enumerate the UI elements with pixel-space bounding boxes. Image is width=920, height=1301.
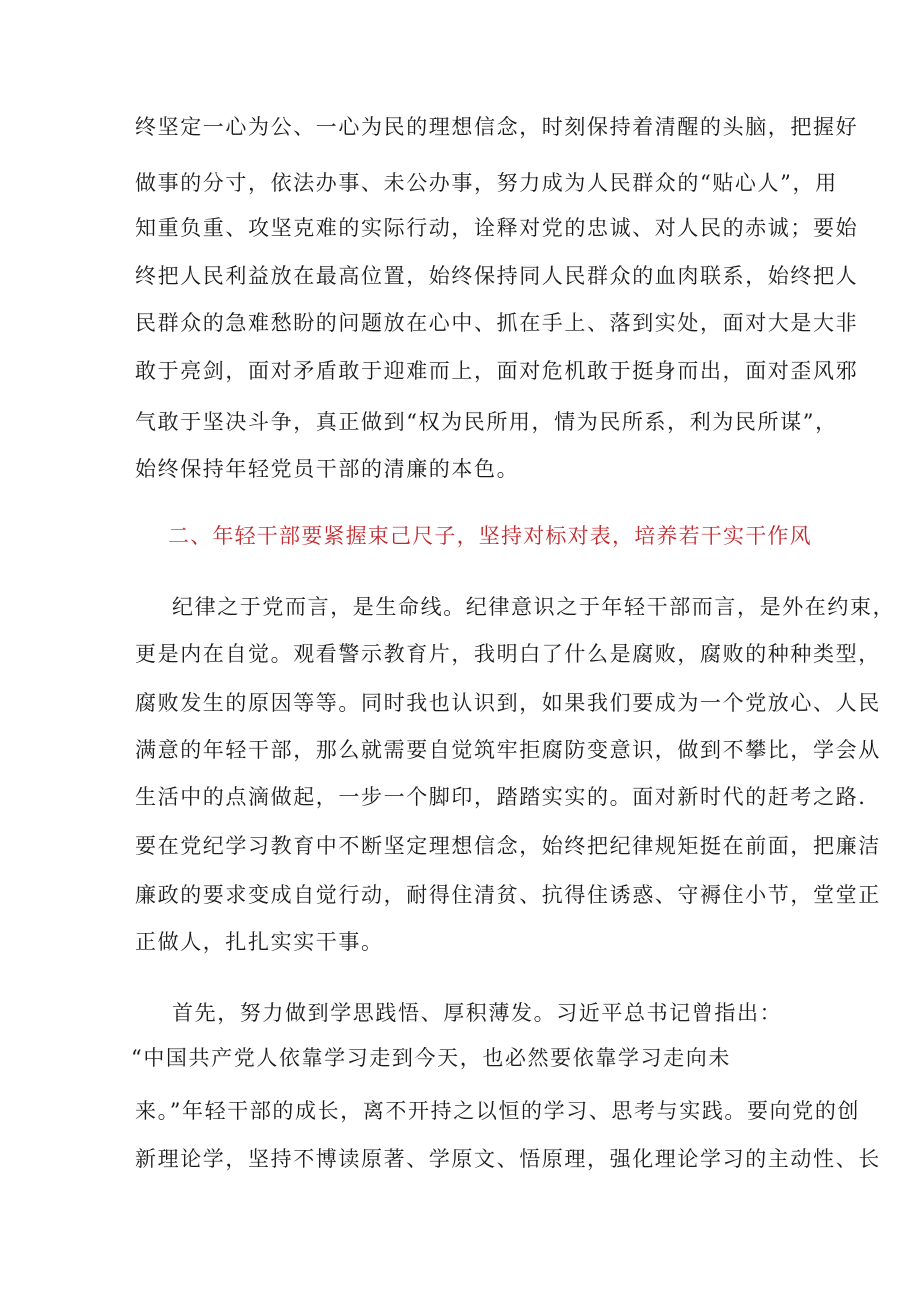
paragraph-2-line-4: 满意的年轻干部，那么就需要自觉筑牢拒腐防变意识，做到不攀比，学会从: [135, 738, 881, 762]
paragraph-1-line-1: 终坚定一心为公、一心为民的理想信念，时刻保持着清醒的头脑，把握好: [135, 115, 859, 139]
paragraph-3-line-3: 来。”年轻干部的成长，离不开持之以恒的学习、思考与实践。要向党的创: [135, 1099, 861, 1123]
paragraph-1-line-5: 民群众的急难愁盼的问题放在心中、抓在手上、落到实处，面对大是大非: [135, 311, 859, 335]
paragraph-1-line-6: 敢于亮剑，面对矛盾敢于迎难而上，面对危机敢于挺身而出，面对歪风邪: [135, 359, 859, 383]
paragraph-2-line-2: 更是内在自觉。观看警示教育片，我明白了什么是腐败，腐败的种种类型，: [135, 642, 881, 666]
paragraph-2-line-8: 正做人，扎扎实实干事。: [135, 930, 384, 954]
paragraph-2-line-1: 纪律之于党而言，是生命线。纪律意识之于年轻干部而言，是外在约束，: [172, 595, 896, 619]
paragraph-3-line-4: 新理论学，坚持不博读原著、学原文、悟原理，强化理论学习的主动性、长: [135, 1147, 881, 1171]
paragraph-1-line-8: 始终保持年轻党员干部的清廉的本色。: [135, 457, 520, 481]
paragraph-2-line-5: 生活中的点滴做起，一步一个脚印，踏踏实实的。面对新时代的赶考之路.: [135, 785, 867, 809]
paragraph-1-line-7: 气敢于坚决斗争，真正做到“权为民所用，情为民所系，利为民所谋”，: [135, 410, 838, 434]
paragraph-1-line-4: 终把人民利益放在最高位置，始终保持同人民群众的血肉联系，始终把人: [135, 264, 859, 288]
paragraph-2-line-7: 廉政的要求变成自觉行动，耐得住清贫、抗得住诱惑、守褥住小节，堂堂正: [135, 883, 881, 907]
paragraph-3-line-1: 首先，努力做到学思践悟、厚积薄发。习近平总书记曾指出：: [172, 1001, 783, 1025]
section-heading: 二、年轻干部要紧握束己尺子，坚持对标对表，培养若干实干作风: [168, 524, 812, 548]
paragraph-2-line-3: 腐败发生的原因等等。同时我也认识到，如果我们要成为一个党放心、人民: [135, 691, 881, 715]
paragraph-2-line-6: 要在党纪学习教育中不断坚定理想信念，始终把纪律规矩挺在前面，把廉洁: [135, 834, 881, 858]
paragraph-1-line-3: 知重负重、攻坚克难的实际行动，诠释对党的忠诚、对人民的赤诚；要始: [135, 216, 859, 240]
paragraph-1-line-2: 做事的分寸，依法办事、未公办事，努力成为人民群众的“贴心人”，用: [135, 171, 838, 195]
paragraph-3-line-2: “中国共产党人依靠学习走到今天，也必然要依靠学习走向未: [131, 1046, 731, 1070]
